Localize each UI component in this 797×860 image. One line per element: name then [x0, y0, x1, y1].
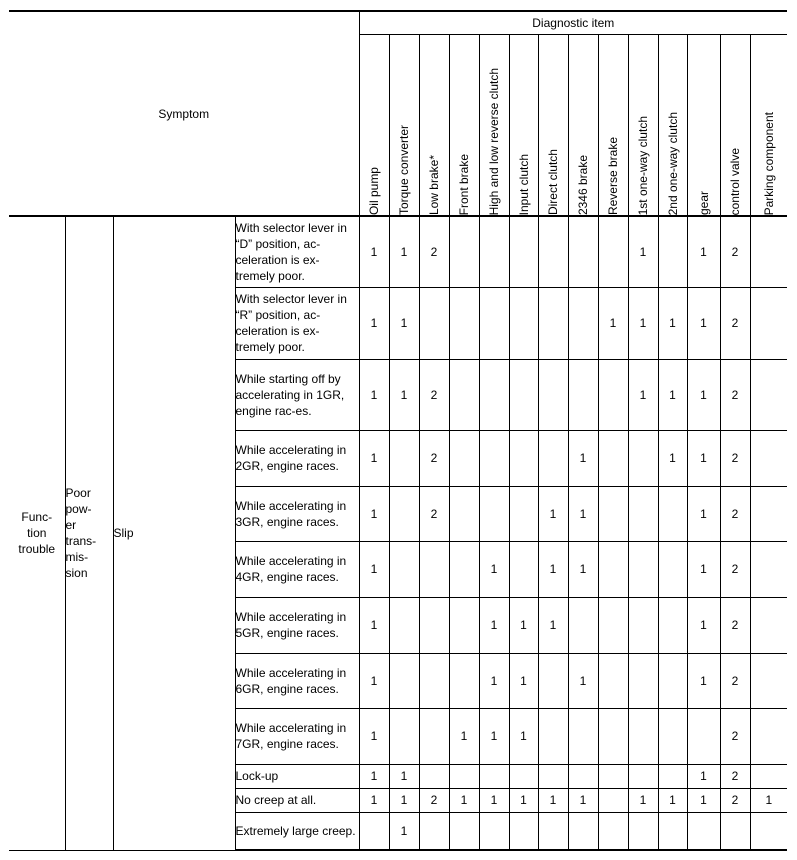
value-cell	[389, 430, 419, 486]
value-cell: 2	[720, 708, 750, 764]
value-cell	[658, 708, 687, 764]
value-cell	[449, 486, 479, 541]
value-cell	[628, 486, 658, 541]
value-cell	[658, 764, 687, 788]
value-cell: 1	[658, 359, 687, 430]
value-cell	[449, 359, 479, 430]
value-cell	[389, 541, 419, 597]
value-cell	[598, 541, 628, 597]
col-header: 2346 brake	[568, 35, 598, 217]
value-cell: 1	[389, 359, 419, 430]
value-cell	[750, 597, 787, 653]
value-cell: 1	[359, 653, 389, 708]
value-cell	[449, 430, 479, 486]
value-cell	[750, 708, 787, 764]
value-cell	[479, 359, 509, 430]
value-cell: 1	[389, 788, 419, 812]
value-cell: 1	[568, 430, 598, 486]
symptom-description: While accelerating in 3GR, engine races.	[235, 486, 359, 541]
value-cell: 1	[389, 812, 419, 850]
value-cell	[449, 597, 479, 653]
value-cell	[509, 812, 538, 850]
value-cell	[598, 359, 628, 430]
value-cell	[568, 216, 598, 287]
value-cell	[568, 708, 598, 764]
value-cell	[538, 653, 568, 708]
value-cell: 1	[687, 597, 720, 653]
value-cell: 1	[359, 430, 389, 486]
value-cell: 1	[359, 216, 389, 287]
value-cell	[389, 486, 419, 541]
value-cell: 1	[687, 653, 720, 708]
value-cell: 1	[389, 216, 419, 287]
value-cell	[509, 216, 538, 287]
value-cell: 1	[449, 708, 479, 764]
value-cell	[449, 653, 479, 708]
value-cell: 2	[419, 788, 449, 812]
symptom-description: Extremely large creep.	[235, 812, 359, 850]
value-cell: 1	[687, 541, 720, 597]
value-cell: 2	[419, 430, 449, 486]
value-cell: 1	[658, 430, 687, 486]
value-cell	[658, 812, 687, 850]
value-cell: 1	[449, 788, 479, 812]
value-cell	[538, 812, 568, 850]
value-cell	[750, 812, 787, 850]
value-cell	[389, 708, 419, 764]
value-cell	[419, 287, 449, 359]
value-cell: 1	[359, 287, 389, 359]
value-cell: 1	[598, 287, 628, 359]
col-header: Input clutch	[509, 35, 538, 217]
value-cell: 1	[568, 486, 598, 541]
value-cell: 1	[568, 541, 598, 597]
table-row	[9, 216, 787, 287]
col-header: control valve	[720, 35, 750, 217]
value-cell: 2	[419, 359, 449, 430]
symptom-description: With selector lever in “D” position, ac-celeration is ex-tremely poor.	[235, 216, 359, 287]
value-cell	[598, 216, 628, 287]
value-cell	[479, 812, 509, 850]
value-cell	[509, 541, 538, 597]
value-cell	[449, 541, 479, 597]
value-cell: 1	[687, 359, 720, 430]
value-cell: 1	[628, 359, 658, 430]
value-cell	[538, 430, 568, 486]
col-header: Reverse brake	[598, 35, 628, 217]
value-cell: 2	[720, 764, 750, 788]
col-header: Parking component	[750, 35, 787, 217]
value-cell	[750, 653, 787, 708]
col-header: High and low reverse clutch	[479, 35, 509, 217]
value-cell: 1	[628, 216, 658, 287]
col-header: gear	[687, 35, 720, 217]
value-cell	[658, 653, 687, 708]
value-cell	[419, 597, 449, 653]
value-cell	[509, 486, 538, 541]
symptom-description: While accelerating in 5GR, engine races.	[235, 597, 359, 653]
value-cell	[598, 653, 628, 708]
value-cell	[419, 653, 449, 708]
value-cell	[658, 541, 687, 597]
col-header: Torque converter	[389, 35, 419, 217]
value-cell	[479, 216, 509, 287]
value-cell: 1	[509, 788, 538, 812]
value-cell: 1	[568, 788, 598, 812]
value-cell: 1	[687, 788, 720, 812]
value-cell: 1	[359, 486, 389, 541]
value-cell	[628, 812, 658, 850]
value-cell	[479, 287, 509, 359]
value-cell	[449, 216, 479, 287]
value-cell: 1	[687, 287, 720, 359]
value-cell	[538, 287, 568, 359]
value-cell	[598, 430, 628, 486]
value-cell	[628, 708, 658, 764]
symptom-description: With selector lever in “R” position, ac-celeration is ex-tremely poor.	[235, 287, 359, 359]
value-cell	[538, 708, 568, 764]
value-cell: 1	[538, 486, 568, 541]
symptom-description: Lock-up	[235, 764, 359, 788]
value-cell: 2	[720, 597, 750, 653]
value-cell: 1	[628, 287, 658, 359]
value-cell: 1	[509, 597, 538, 653]
diagnostic-item-header: Diagnostic item	[359, 11, 787, 35]
symptom-description: While accelerating in 2GR, engine races.	[235, 430, 359, 486]
col-header: Direct clutch	[538, 35, 568, 217]
value-cell: 2	[720, 359, 750, 430]
diagnostic-table	[9, 10, 787, 851]
value-cell: 2	[720, 653, 750, 708]
value-cell	[720, 812, 750, 850]
value-cell: 1	[568, 653, 598, 708]
col-header: 1st one-way clutch	[628, 35, 658, 217]
value-cell: 1	[479, 653, 509, 708]
value-cell	[628, 597, 658, 653]
value-cell: 1	[658, 788, 687, 812]
value-cell	[419, 812, 449, 850]
value-cell: 2	[720, 486, 750, 541]
value-cell	[568, 597, 598, 653]
value-cell	[538, 216, 568, 287]
value-cell	[479, 764, 509, 788]
value-cell	[598, 597, 628, 653]
value-cell	[750, 430, 787, 486]
value-cell: 2	[720, 287, 750, 359]
value-cell: 1	[628, 788, 658, 812]
col-header: 2nd one-way clutch	[658, 35, 687, 217]
symptom-description: No creep at all.	[235, 788, 359, 812]
value-cell: 2	[419, 486, 449, 541]
symptom-header: Symptom	[9, 11, 359, 216]
value-cell	[479, 486, 509, 541]
value-cell	[568, 812, 598, 850]
value-cell	[598, 812, 628, 850]
value-cell	[687, 708, 720, 764]
value-cell	[658, 486, 687, 541]
value-cell	[449, 812, 479, 850]
value-cell: 1	[359, 788, 389, 812]
value-cell	[598, 788, 628, 812]
value-cell: 2	[720, 216, 750, 287]
value-cell: 1	[479, 597, 509, 653]
value-cell	[538, 764, 568, 788]
value-cell	[687, 812, 720, 850]
value-cell	[750, 541, 787, 597]
value-cell	[538, 359, 568, 430]
value-cell: 1	[538, 597, 568, 653]
value-cell: 2	[720, 788, 750, 812]
value-cell	[509, 359, 538, 430]
value-cell	[509, 287, 538, 359]
value-cell	[568, 287, 598, 359]
value-cell: 1	[389, 287, 419, 359]
value-cell	[419, 541, 449, 597]
value-cell	[568, 764, 598, 788]
value-cell	[750, 486, 787, 541]
value-cell: 1	[389, 764, 419, 788]
value-cell: 1	[359, 597, 389, 653]
value-cell: 2	[720, 541, 750, 597]
value-cell	[628, 653, 658, 708]
value-cell	[359, 812, 389, 850]
symptom-description: While accelerating in 6GR, engine races.	[235, 653, 359, 708]
value-cell: 1	[359, 764, 389, 788]
value-cell	[389, 597, 419, 653]
value-cell	[628, 764, 658, 788]
symptom-description: While accelerating in 4GR, engine races.	[235, 541, 359, 597]
value-cell: 1	[479, 708, 509, 764]
value-cell: 1	[750, 788, 787, 812]
value-cell	[509, 764, 538, 788]
value-cell	[568, 359, 598, 430]
value-cell	[479, 430, 509, 486]
value-cell	[628, 541, 658, 597]
col-header: Front brake	[449, 35, 479, 217]
value-cell	[389, 653, 419, 708]
value-cell	[750, 359, 787, 430]
value-cell: 1	[658, 287, 687, 359]
symptom-description: While accelerating in 7GR, engine races.	[235, 708, 359, 764]
value-cell: 1	[479, 541, 509, 597]
value-cell: 1	[479, 788, 509, 812]
symptom-description: While starting off by accelerating in 1GR, engine rac-es.	[235, 359, 359, 430]
category-level1: Func- tion trouble	[9, 216, 65, 850]
value-cell	[750, 216, 787, 287]
value-cell	[628, 430, 658, 486]
category-level3: Slip	[113, 216, 235, 850]
value-cell	[419, 708, 449, 764]
col-header: Oil pump	[359, 35, 389, 217]
value-cell: 1	[509, 708, 538, 764]
value-cell	[750, 764, 787, 788]
value-cell: 1	[538, 541, 568, 597]
value-cell	[419, 764, 449, 788]
value-cell	[658, 597, 687, 653]
value-cell	[598, 486, 628, 541]
value-cell	[750, 287, 787, 359]
value-cell: 1	[687, 486, 720, 541]
value-cell	[449, 287, 479, 359]
value-cell: 1	[359, 359, 389, 430]
value-cell: 1	[687, 430, 720, 486]
col-header: Low brake*	[419, 35, 449, 217]
category-level2: Poor pow- er trans- mis- sion	[65, 216, 113, 850]
value-cell: 1	[538, 788, 568, 812]
value-cell	[598, 764, 628, 788]
value-cell: 2	[419, 216, 449, 287]
value-cell: 1	[359, 708, 389, 764]
value-cell: 1	[509, 653, 538, 708]
value-cell	[658, 216, 687, 287]
value-cell: 1	[359, 541, 389, 597]
value-cell	[449, 764, 479, 788]
value-cell	[598, 708, 628, 764]
value-cell: 1	[687, 216, 720, 287]
value-cell: 2	[720, 430, 750, 486]
value-cell: 1	[687, 764, 720, 788]
value-cell	[509, 430, 538, 486]
